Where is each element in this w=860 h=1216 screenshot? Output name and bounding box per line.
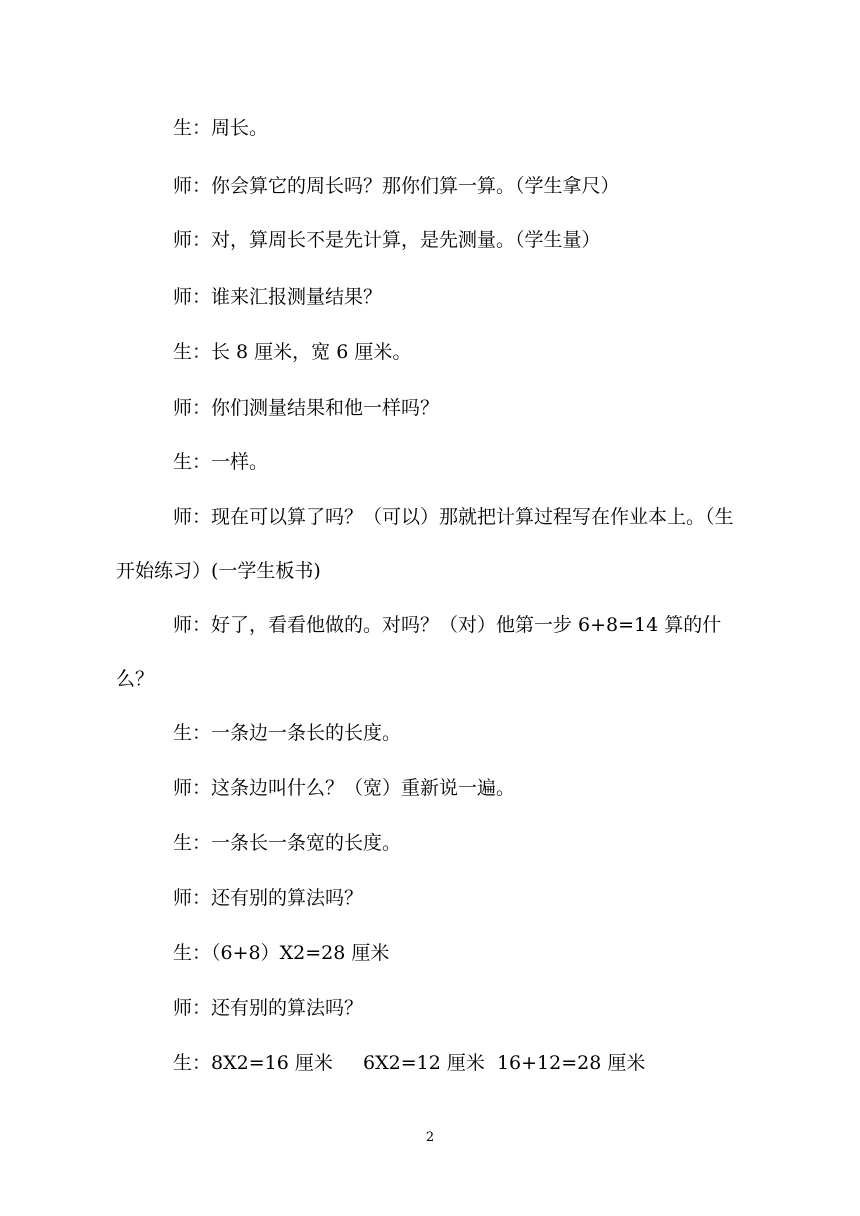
dialogue-line: 师：还有别的算法吗？ [173,997,364,1019]
dialogue-line: 生：一样。 [173,451,269,473]
dialogue-line: 师：你们测量结果和他一样吗？ [173,397,440,419]
dialogue-line: 生：一条边一条长的长度。 [173,722,402,744]
dialogue-line: 师：你会算它的周长吗？那你们算一算。（学生拿尺） [173,175,620,197]
dialogue-line: 师：现在可以算了吗？（可以）那就把计算过程写在作业本上。（生开始练习）(一学生板书) [116,506,734,582]
dialogue-line: 师：还有别的算法吗？ [173,887,364,909]
dialogue-line: 师：谁来汇报测量结果？ [173,286,383,308]
dialogue-line: 生：8X2=16 厘米 6X2=12 厘米 16+12=28 厘米 [173,1052,646,1074]
dialogue-line: 生：长 8 厘米，宽 6 厘米。 [173,341,412,363]
dialogue-line: 师：这条边叫什么？（宽）重新说一遍。 [173,777,516,799]
dialogue-line: 师：好了，看看他做的。对吗？（对）他第一步 6+8=14 算的什么？ [116,614,722,690]
dialogue-line: 生：（6+8）X2=28 厘米 [173,942,390,964]
dialogue-line: 生：周长。 [173,117,269,139]
page-number: 2 [425,1130,435,1145]
dialogue-line: 生：一条长一条宽的长度。 [173,832,402,854]
dialogue-line: 师：对，算周长不是先计算，是先测量。（学生量） [173,229,601,251]
